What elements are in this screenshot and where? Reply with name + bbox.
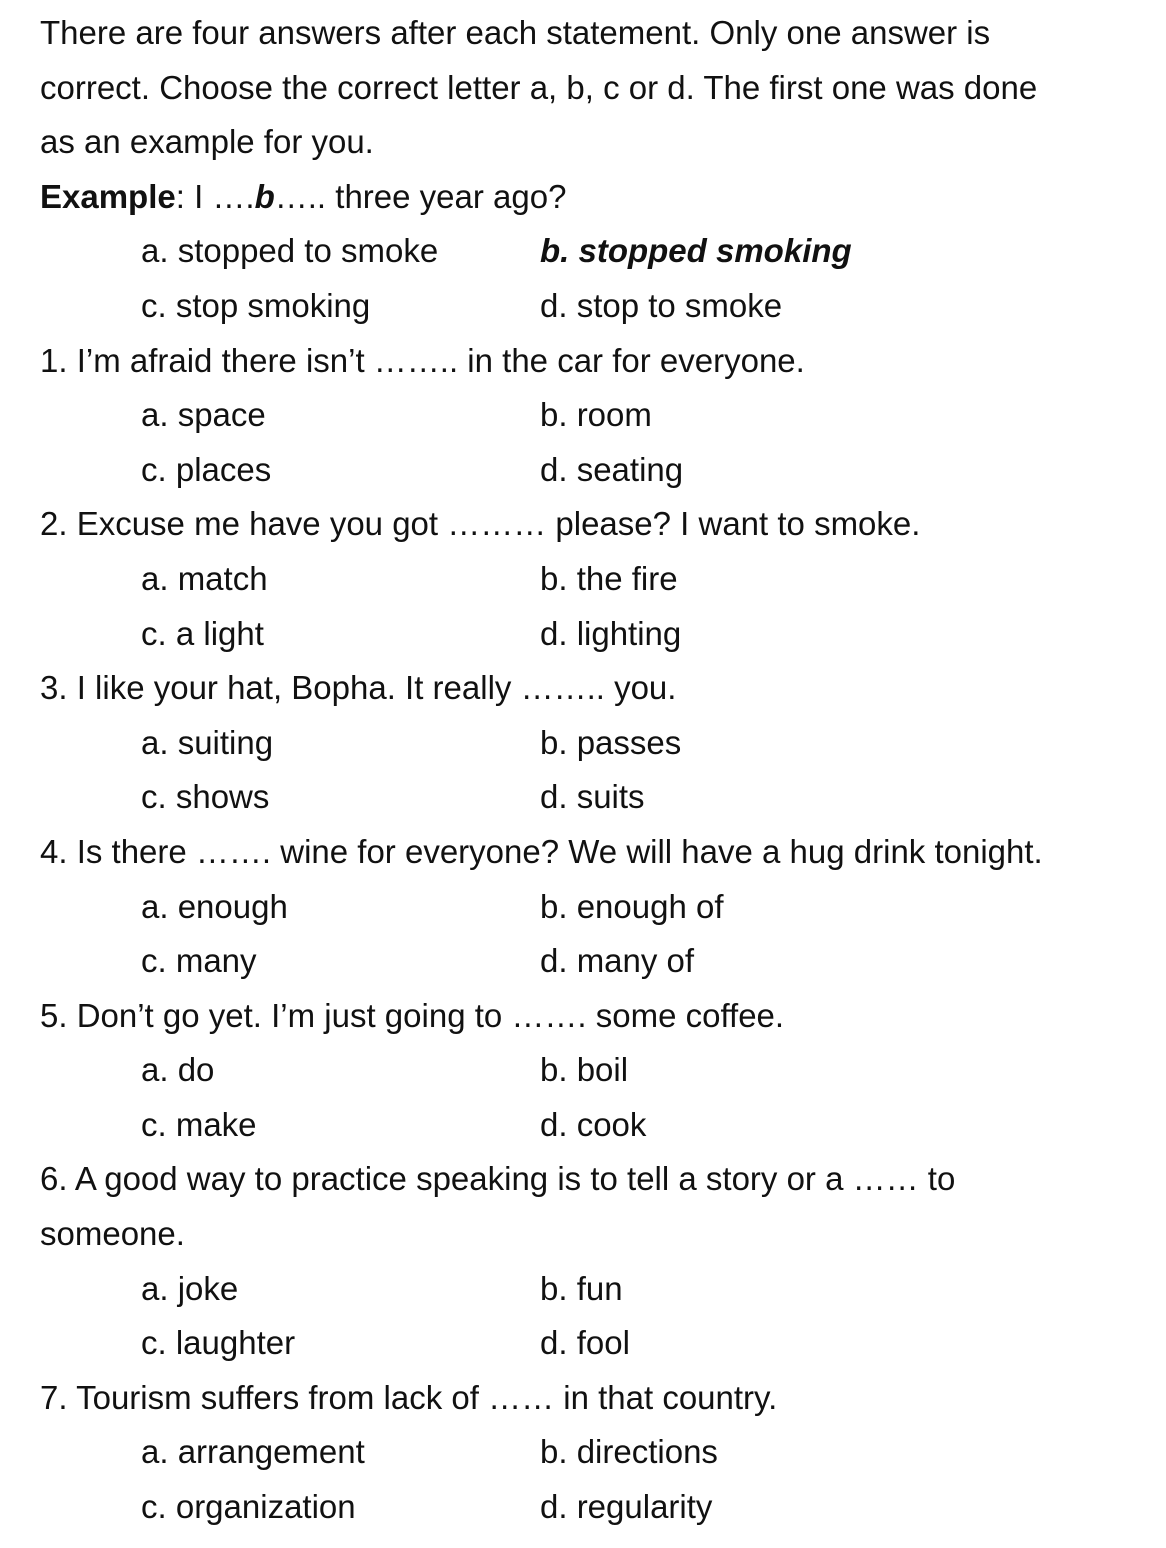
option-b: b. the fire xyxy=(540,559,678,597)
option-d: d. regularity xyxy=(540,1488,713,1526)
question-stem: 7. Tourism suffers from lack of …… in that country. xyxy=(40,1378,778,1416)
options-row xyxy=(40,880,1140,935)
question-3 xyxy=(40,661,1140,825)
option-d: d. seating xyxy=(540,450,684,488)
option-b: b. directions xyxy=(540,1433,718,1471)
question-2 xyxy=(40,497,1140,661)
question-5 xyxy=(40,989,1140,1153)
options-row xyxy=(40,1316,1140,1371)
options-row xyxy=(40,552,1140,607)
question-stem: 1. I’m afraid there isn’t …….. in the car for everyone. xyxy=(40,341,805,379)
question-stem: 5. Don’t go yet. I’m just going to ……. some coffee. xyxy=(40,996,785,1034)
options-row xyxy=(40,934,1140,989)
question-stem: 4. Is there ……. wine for everyone? We will have a hug drink tonight. xyxy=(40,832,1043,870)
instructions xyxy=(40,6,1140,170)
options-row xyxy=(40,1480,1140,1535)
options-row xyxy=(40,1098,1140,1153)
instruction-line: There are four answers after each statement. Only one answer is xyxy=(40,14,991,51)
option-c: c. shows xyxy=(141,778,270,816)
option-c: c. places xyxy=(141,450,272,488)
option-d: d. fool xyxy=(540,1324,630,1362)
option-d: d. lighting xyxy=(540,614,682,652)
instruction-line: as an example for you. xyxy=(40,123,374,161)
option-a: a. joke xyxy=(141,1269,239,1307)
question-7 xyxy=(40,1371,1140,1535)
option-c: c. organization xyxy=(141,1488,356,1526)
option-a: a. do xyxy=(141,1051,215,1089)
option-c: c. many xyxy=(141,942,257,980)
option-c: c. make xyxy=(141,1105,257,1143)
options-row xyxy=(40,1043,1140,1098)
example-option-b-correct: b. stopped smoking xyxy=(540,232,852,270)
question-stem: 3. I like your hat, Bopha. It really …….. you. xyxy=(40,669,677,707)
example-option-d: d. stop to smoke xyxy=(540,286,783,324)
option-a: a. space xyxy=(141,396,266,434)
question-1 xyxy=(40,334,1140,498)
example-option-c: c. stop smoking xyxy=(141,286,371,324)
instruction-line: correct. Choose the correct letter a, b, c or d. The first one was done xyxy=(40,68,1038,106)
option-a: a. arrangement xyxy=(141,1433,365,1471)
question-4 xyxy=(40,825,1140,989)
options-row xyxy=(40,716,1140,771)
example-option-a: a. stopped to smoke xyxy=(141,232,439,270)
question-stem: 2. Excuse me have you got ……… please? I want to smoke. xyxy=(40,505,921,543)
option-a: a. suiting xyxy=(141,723,274,761)
option-c: c. laughter xyxy=(141,1324,296,1362)
options-row xyxy=(40,443,1140,498)
options-row xyxy=(40,607,1140,662)
option-b: b. passes xyxy=(540,723,682,761)
option-d: d. cook xyxy=(540,1105,647,1143)
option-a: a. enough xyxy=(141,887,288,925)
question-6 xyxy=(40,1152,1140,1370)
worksheet xyxy=(40,6,1140,1535)
example-options-row xyxy=(40,279,1140,334)
example-stem xyxy=(40,170,1140,225)
option-b: b. room xyxy=(540,396,652,434)
option-b: b. enough of xyxy=(540,887,724,925)
options-row xyxy=(40,1262,1140,1317)
example-prefix: : I …. xyxy=(175,177,255,215)
options-row xyxy=(40,770,1140,825)
example-label: Example xyxy=(40,177,176,215)
question-stem: 6. A good way to practice speaking is to tell a story or a …… to xyxy=(40,1160,956,1198)
option-d: d. many of xyxy=(540,942,695,980)
option-b: b. boil xyxy=(540,1051,629,1089)
example-options-row xyxy=(40,224,1140,279)
options-row xyxy=(40,1425,1140,1480)
question-list xyxy=(40,334,1140,1535)
example-suffix: ….. three year ago? xyxy=(274,177,567,215)
options-row xyxy=(40,388,1140,443)
example-answer: b xyxy=(254,177,275,215)
option-d: d. suits xyxy=(540,778,645,816)
option-c: c. a light xyxy=(141,614,264,652)
option-a: a. match xyxy=(141,559,268,597)
example-block xyxy=(40,170,1140,334)
question-stem: someone. xyxy=(40,1215,185,1253)
option-b: b. fun xyxy=(540,1269,623,1307)
